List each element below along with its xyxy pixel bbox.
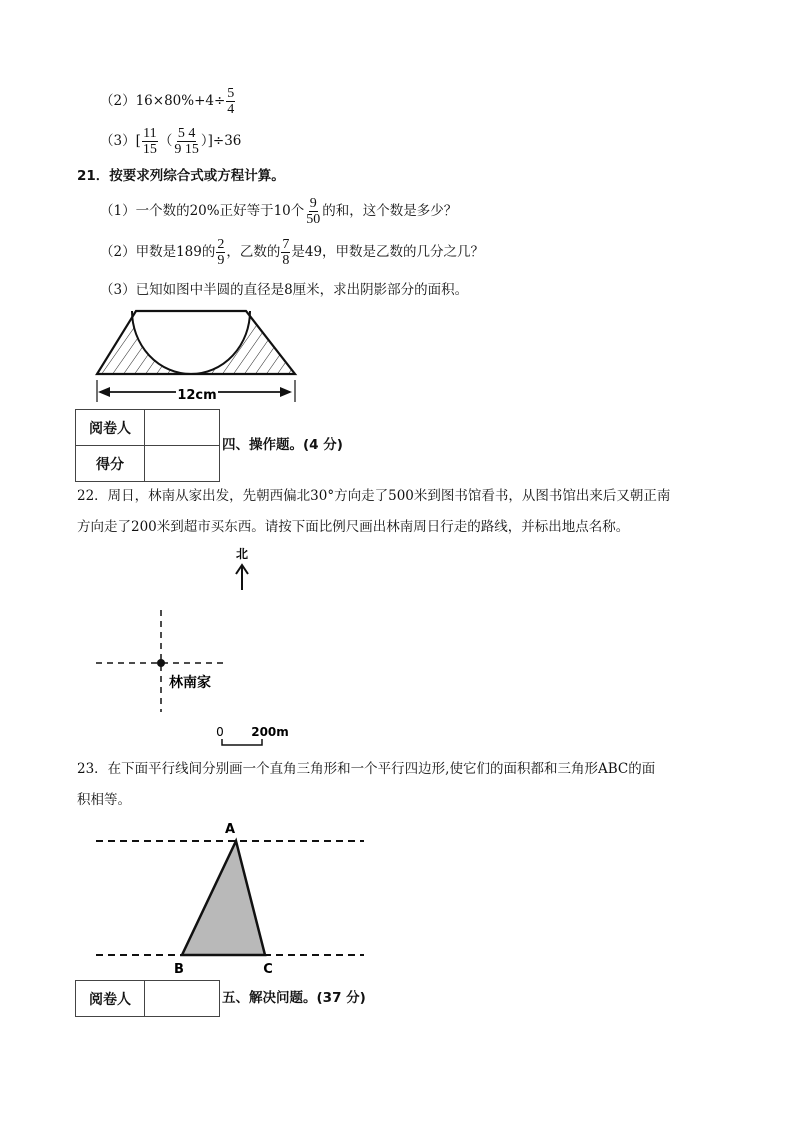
north-arrow-icon: [236, 565, 248, 590]
question-22-line-1: 22．周日，林南从家出发，先朝西偏北30°方向走了500米到图书馆看书，从图书馆出来后又朝正南: [77, 488, 671, 504]
grader-name-cell[interactable]: [145, 981, 220, 1017]
question-21-title: 21．按要求列综合式或方程计算。: [77, 168, 285, 184]
vertex-a-label: A: [224, 822, 236, 837]
scale-bar: [222, 739, 262, 745]
scale-distance-label: 200m: [251, 725, 289, 739]
north-label: 北: [235, 547, 249, 561]
vertex-b-label: B: [174, 962, 184, 977]
section-5-title: 五、解决问题。(37 分): [222, 990, 366, 1006]
fraction: $\frac{11}{15}$: [142, 126, 157, 157]
question-22-line-2: 方向走了200米到超市买东西。请按下面比例尺画出林南周日行走的路线，并标出地点名称。: [77, 519, 630, 535]
vertex-c-label: C: [263, 962, 273, 977]
grader-label: 阅卷人: [76, 981, 145, 1017]
parallel-lines-figure: [94, 818, 366, 980]
arrow-left-icon: [98, 387, 110, 397]
score-cell[interactable]: [145, 446, 220, 482]
fraction: $\frac{2}{9}$: [217, 237, 225, 268]
grader-box-2: [75, 980, 220, 1017]
fraction: $\frac{9}{50}$: [306, 196, 321, 227]
grader-name-cell[interactable]: [145, 410, 220, 446]
arrow-right-icon: [280, 387, 292, 397]
score-label: 得分: [76, 446, 145, 482]
home-point: [157, 659, 165, 667]
item-3: （3）[ $\frac{11}{15}$ （ $\frac{5 4}{9 15}$ ）]÷36: [100, 126, 242, 157]
map-figure: [94, 542, 294, 747]
item-2: [100, 86, 236, 117]
trapezoid-semicircle-figure: [94, 306, 298, 410]
question-21-sub-2: （2）甲数是189的 $\frac{2}{9}$ ，乙数的 $\frac{7}{8}$ 是49，甲数是乙数的几分之几？: [100, 237, 485, 268]
question-23-line-1: 23．在下面平行线间分别画一个直角三角形和一个平行四边形,使它们的面积都和三角形ABC的面: [77, 761, 656, 777]
home-label: 林南家: [169, 675, 211, 691]
fraction: $\frac{7}{8}$: [282, 237, 290, 268]
question-23-line-2: 积相等。: [77, 792, 131, 808]
fraction: $\frac{5}{4}$: [227, 86, 235, 117]
fraction: $\frac{5 4}{9 15}$: [174, 126, 199, 157]
dimension-label: 12cm: [177, 388, 217, 403]
grader-label: 阅卷人: [76, 410, 145, 446]
section-4-title: 四、操作题。(4 分): [222, 437, 343, 453]
question-21-sub-3: （3）已知如图中半圆的直径是8厘米，求出阴影部分的面积。: [100, 282, 469, 298]
scale-zero-label: 0: [216, 725, 224, 739]
question-21-sub-1: （1）一个数的20%正好等于10个 $\frac{9}{50}$ 的和，这个数是多少？: [100, 196, 458, 227]
triangle-abc: [182, 841, 265, 955]
item-2-text: （2）16×80%+4÷: [100, 93, 226, 109]
grader-box: [75, 409, 220, 482]
